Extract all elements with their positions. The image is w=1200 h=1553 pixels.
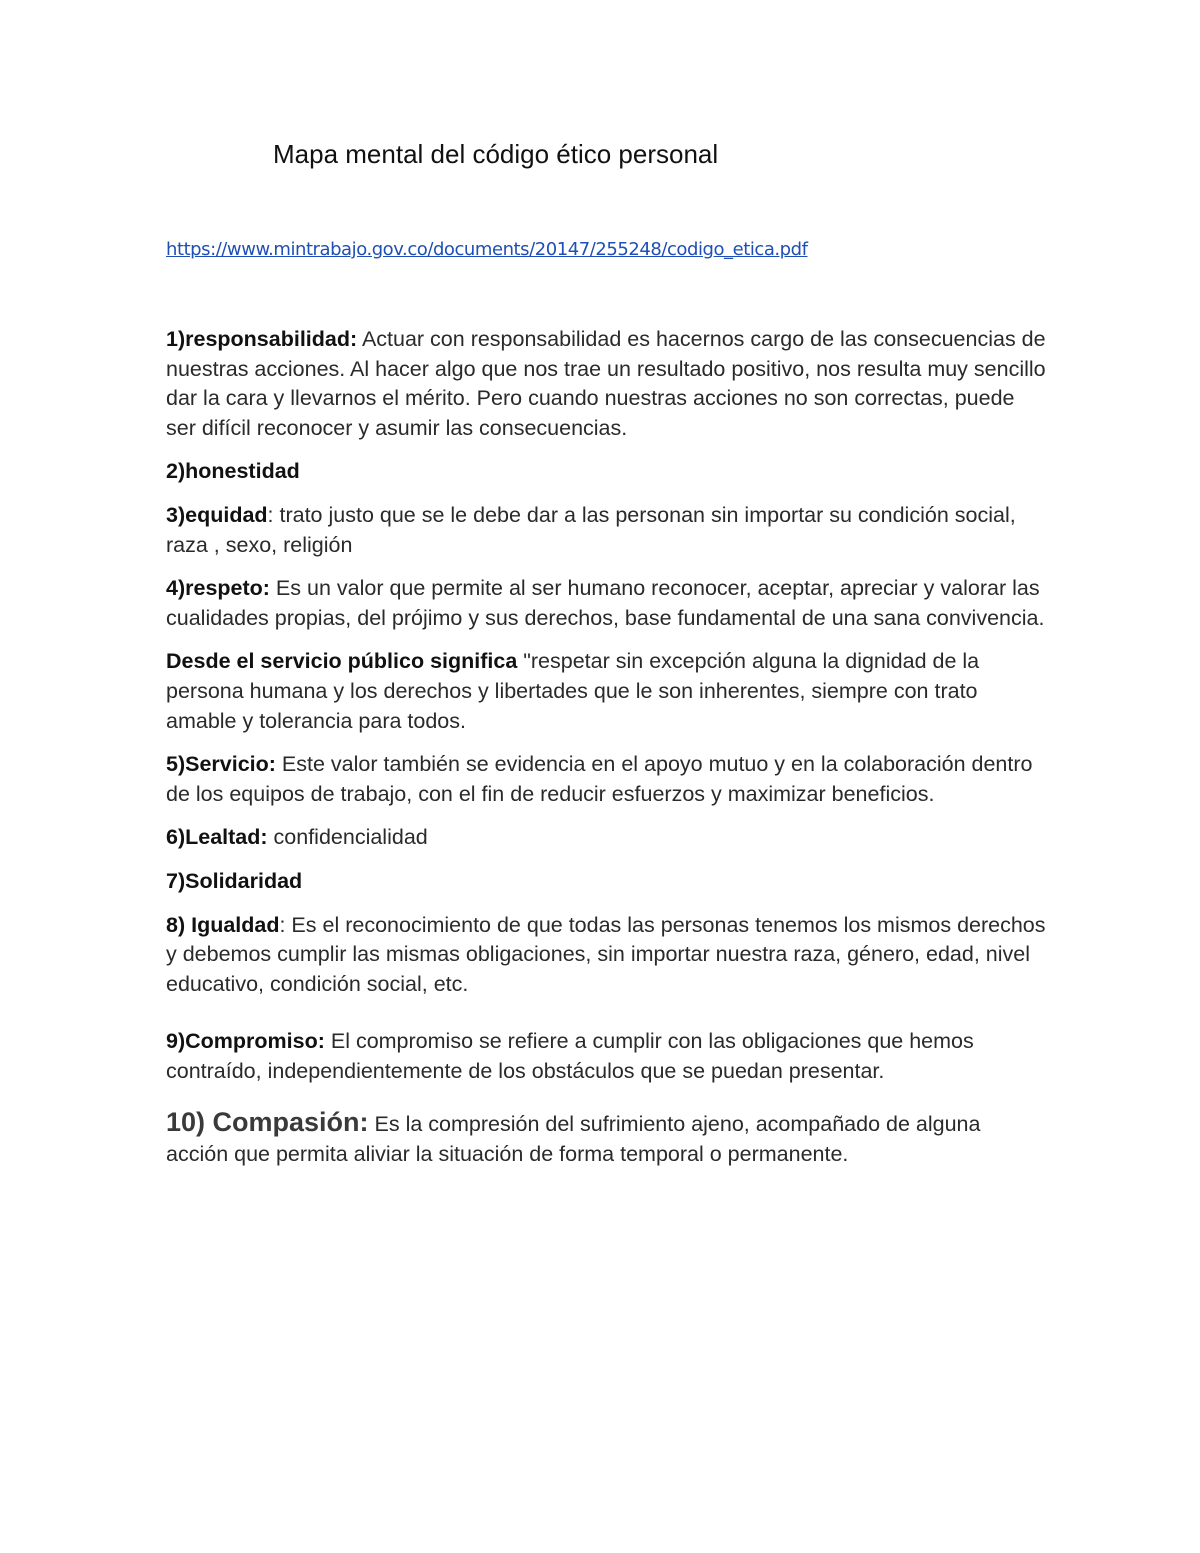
value-item-equidad xyxy=(166,501,1046,560)
value-label: 5)Servicio: xyxy=(166,752,276,777)
value-label: 8) Igualdad xyxy=(166,912,280,937)
value-text: Es la compresión del sufrimiento ajeno, acompañado de alguna acción que permita aliviar la situación de forma temporal o permanente. xyxy=(166,1112,981,1167)
value-item-compromiso xyxy=(166,1027,1046,1086)
value-text: Es un valor que permite al ser humano reconocer, aceptar, apreciar y valorar las cualidades propias, del prójimo y sus derechos, base fundamental de una sana convivencia. xyxy=(166,576,1045,630)
value-text: : Es el reconocimiento de que todas las personas tenemos los mismos derechos y debemos cumplir las mismas obligaciones, sin importar nuestra raza, género, edad, nivel educativo, condición social, etc. xyxy=(166,912,1046,996)
value-item-servicio-publico xyxy=(166,647,1046,736)
value-label: 9)Compromiso: xyxy=(166,1029,325,1054)
value-text: "respetar sin excepción alguna la dignidad de la persona humana y los derechos y libertades que le son inherentes, siempre con trato amable y tolerancia para todos. xyxy=(166,649,980,733)
value-label: 2)honestidad xyxy=(166,459,300,484)
value-item-igualdad xyxy=(166,911,1046,1000)
value-item-compasion xyxy=(166,1108,1046,1169)
value-label: Desde el servicio público significa xyxy=(166,649,518,674)
value-label: 10) Compasión: xyxy=(166,1107,369,1138)
value-text: Actuar con responsabilidad es hacernos cargo de las consecuencias de nuestras acciones. Al hacer algo que nos trae un resultado positivo, nos resulta muy sencillo dar la cara y llevarnos el mérito. Pero cuando nuestras acciones no son correctas, puede ser difícil reconocer y asumir las consecuencias. xyxy=(166,327,1046,440)
value-text: Este valor también se evidencia en el apoyo mutuo y en la colaboración dentro de los equipos de trabajo, con el fin de reducir esfuerzos y maximizar beneficios. xyxy=(166,752,1033,806)
value-text: confidencialidad xyxy=(267,825,428,850)
value-item-honestidad xyxy=(166,457,1046,487)
value-item-solidaridad xyxy=(166,867,1046,897)
value-label: 4)respeto: xyxy=(166,576,270,601)
value-item-responsabilidad xyxy=(166,325,1046,443)
value-label: 7)Solidaridad xyxy=(166,868,303,893)
value-text: El compromiso se refiere a cumplir con las obligaciones que hemos contraído, independientemente de los obstáculos que se puedan presentar. xyxy=(166,1029,974,1083)
value-item-lealtad xyxy=(166,823,1046,853)
source-link[interactable]: https://www.mintrabajo.gov.co/documents/20147/255248/codigo_etica.pdf xyxy=(166,239,808,260)
value-text: : trato justo que se le debe dar a las personan sin importar su condición social, raza , sexo, religión xyxy=(166,502,1016,557)
value-label: 6)Lealtad: xyxy=(166,825,268,850)
value-label: 3)equidad xyxy=(166,502,268,527)
value-item-respeto xyxy=(166,574,1046,633)
value-label: 1)responsabilidad: xyxy=(166,327,358,351)
document-body xyxy=(166,325,1046,1184)
document-title: Mapa mental del código ético personal xyxy=(273,139,719,169)
value-item-servicio xyxy=(166,750,1046,809)
